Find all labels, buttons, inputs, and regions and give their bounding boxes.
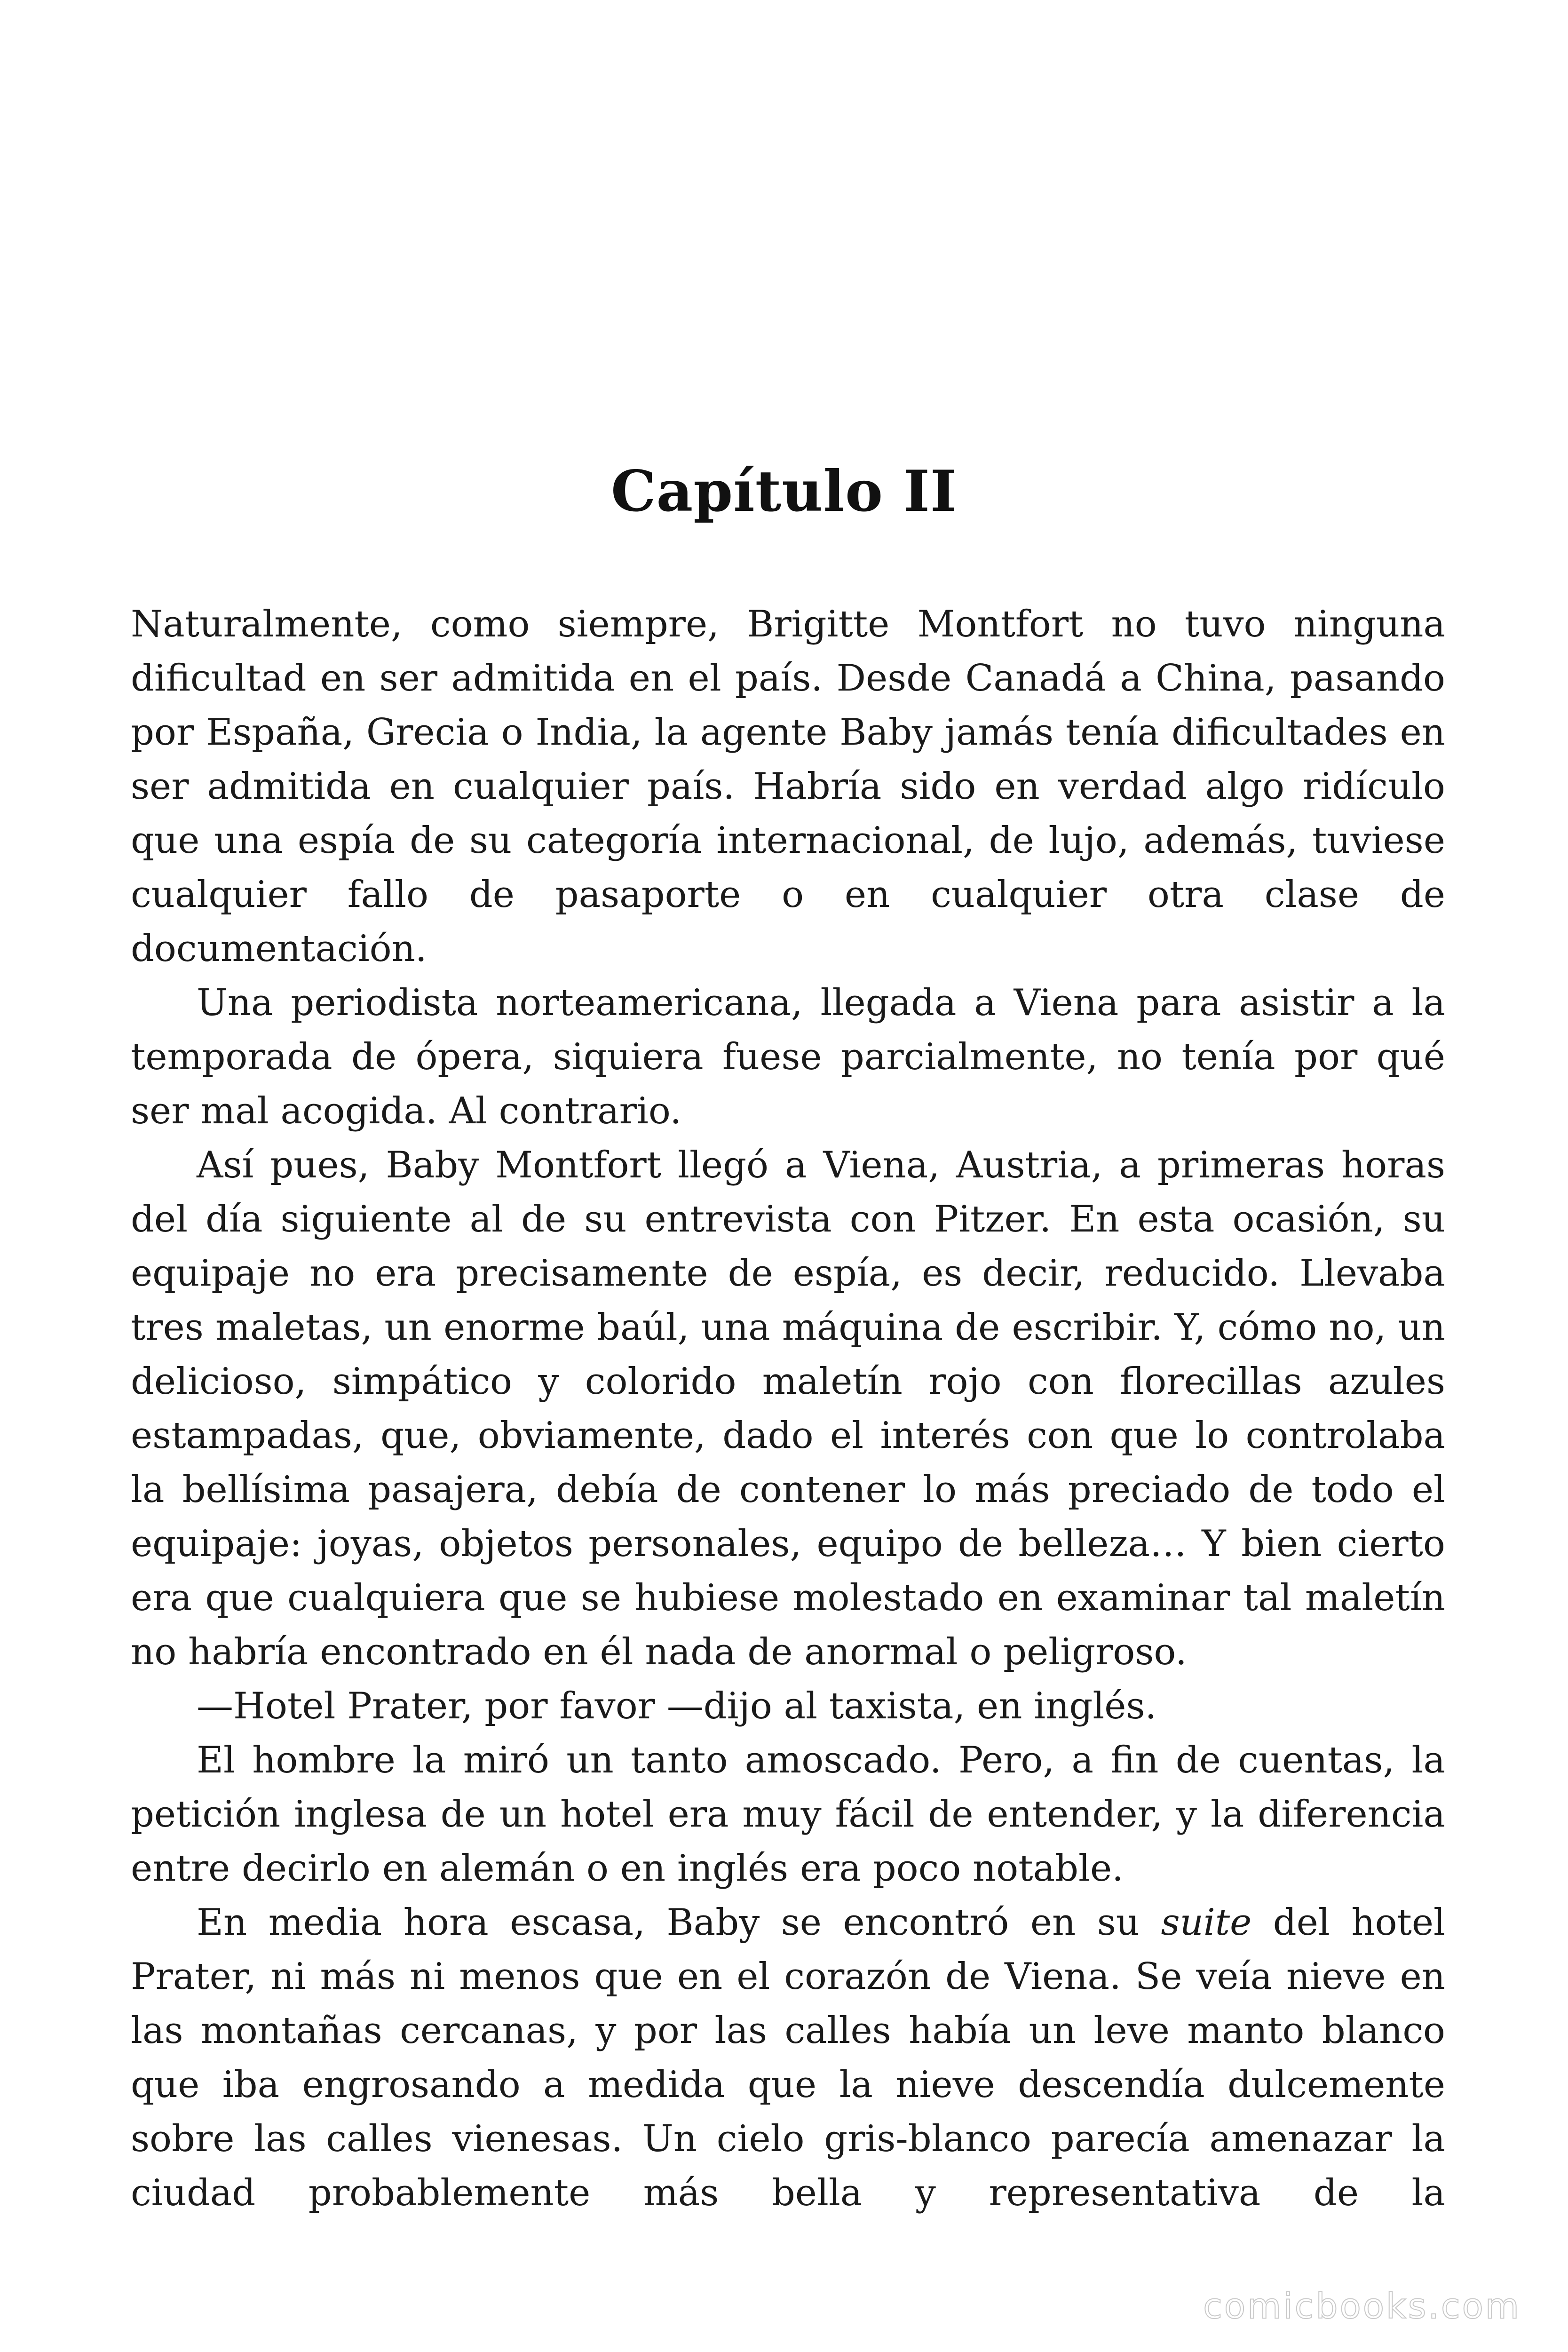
paragraph-6-italic-word: suite — [1161, 1901, 1252, 1944]
paragraph-2: Una periodista norteamericana, llegada a Viena para asistir a la temporada de ópera, siquiera fuese parcialmente, no tenía por qué ser mal acogida. Al contrario. — [131, 982, 1445, 1132]
paragraph-6-text-end: del hotel Prater, ni más ni menos que en el corazón de Viena. Se veía nieve en las montañas cercanas, y por las calles había un leve manto blanco que iba engrosando a medida que la nieve descendía dulcemente sobre las calles vienesas. Un cielo gris-blanco parecía amenazar la ciudad probablemente más bella y representativa de la — [131, 1901, 1445, 2214]
paragraph-1: Naturalmente, como siempre, Brigitte Montfort no tuvo ninguna dificultad en ser admitida en el país. Desde Canadá a China, pasando por España, Grecia o India, la agente Baby jamás tenía dificultades en ser admitida en cualquier país. Habría sido en verdad algo ridículo que una espía de su categoría internacional, de lujo, además, tuviese cualquier fallo de pasaporte o en cualquier otra clase de documentación. — [131, 603, 1445, 970]
chapter-body — [131, 597, 1445, 2220]
chapter-title: Capítulo II — [610, 458, 958, 524]
paragraph-5: El hombre la miró un tanto amoscado. Pero, a fin de cuentas, la petición inglesa de un hotel era muy fácil de entender, y la diferencia entre decirlo en alemán o en inglés era poco notable. — [131, 1739, 1445, 1890]
paragraph-6-text-start: En media hora escasa, Baby se encontró en su — [197, 1901, 1161, 1944]
paragraph-4-dialogue: —Hotel Prater, por favor —dijo al taxista, en inglés. — [197, 1685, 1157, 1727]
paragraph-3: Así pues, Baby Montfort llegó a Viena, Austria, a primeras horas del día siguiente al de su entrevista con Pitzer. En esta ocasión, su equipaje no era precisamente de espía, es decir, reducido. Llevaba tres maletas, un enorme baúl, una máquina de escribir. Y, cómo no, un delicioso, simpático y colorido maletín rojo con florecillas azules estampadas, que, obviamente, dado el interés con que lo controlaba la bellísima pasajera, debía de contener lo más preciado de todo el equipaje: joyas, objetos personales, equipo de belleza… Y bien cierto era que cualquiera que se hubiese molestado en examinar tal maletín no habría encontrado en él nada de anormal o peligroso. — [131, 1144, 1445, 1673]
site-watermark: comicbooks.com — [1203, 2286, 1521, 2327]
paragraph-6 — [131, 1896, 1445, 2220]
